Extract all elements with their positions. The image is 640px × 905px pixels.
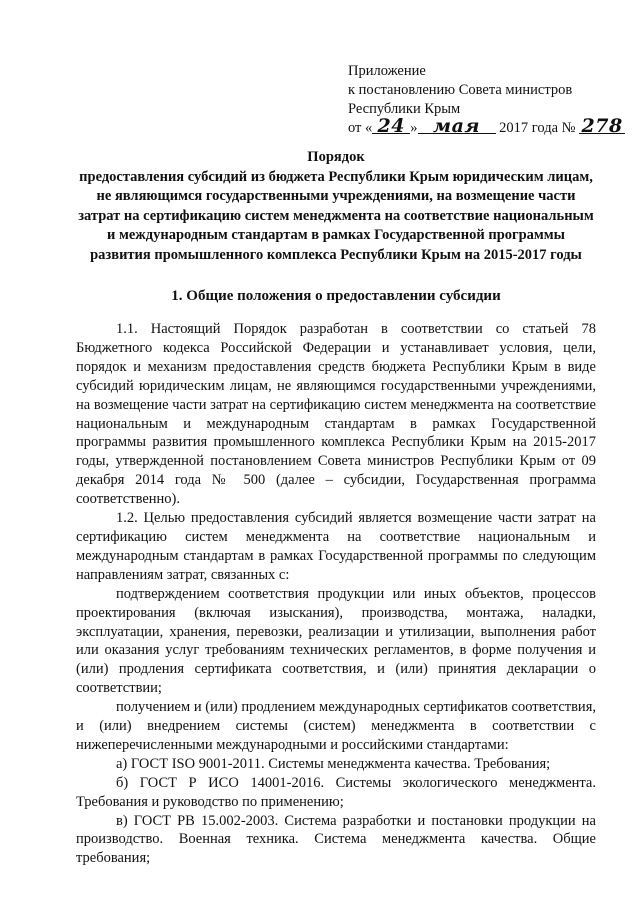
list-item-v: в) ГОСТ РВ 15.002-2003. Система разработки и постановки продукции на производство. Военная техника. Система менеджмента качества. Общие требования; [76, 812, 596, 867]
date-separator: » [410, 120, 418, 136]
handwritten-month: мая [418, 119, 496, 134]
document-body [76, 320, 596, 868]
section-heading: 1. Общие положения о предоставлении субсидии [171, 288, 501, 304]
paragraph-certificates: получением и (или) продлением международных сертификатов соответствия, и (или) внедрением системы (систем) менеджмента в соответствии с нижеперечисленными международными и российскими стандартами: [76, 699, 596, 753]
title-heading: Порядок [307, 149, 365, 165]
list-item-a: а) ГОСТ ISO 9001-2011. Системы менеджмента качества. Требования; [116, 755, 551, 772]
paragraph-1-1: 1.1. Настоящий Порядок разработан в соответствии со статьей 78 Бюджетного кодекса Российской Федерации и устанавливает условия, цели, порядок и механизм предоставления средств бюджета Республики Крым в виде субсидий юридическим лицам, не являющимся государственными учреждениями, на возмещение части затрат на сертификацию систем менеджмента на соответствие национальным и международным стандартам в рамках Государственной программы развития промышленного комплекса Республики Крым на 2015-2017 годы, утвержденной постановлением Совета министров Республики Крым от 09 декабря 2014 года № 500 (далее – субсидии, Государственная программа соответственно). [76, 321, 596, 508]
appendix-resolution-line: к постановлению Совета министров [348, 82, 573, 98]
handwritten-day: 24 [372, 119, 410, 134]
date-prefix: от « [348, 120, 373, 136]
list-item-b: б) ГОСТ Р ИСО 14001-2016. Системы экологического менеджмента. Требования и руководство по применению; [76, 774, 596, 810]
appendix-title: Приложение [348, 63, 426, 79]
paragraph-conformity: подтверждением соответствия продукции или иных объектов, процессов проектирования (включая изыскания), производства, монтажа, наладки, эксплуатации, хранения, перевозки, реализации и утилизации, выполнения работ или оказания услуг требованиям технических регламентов, в форме получения и (или) продления сертификата соответствия, и (или) принятия декларации о соответствии; [76, 585, 596, 697]
appendix-header [348, 62, 625, 138]
appendix-republic-line: Республики Крым [348, 101, 461, 117]
paragraph-1-2: 1.2. Целью предоставления субсидий является возмещение части затрат на сертификацию систем менеджмента на соответствие национальным и международным стандартам в рамках Государственной программы по следующим направлениям затрат, связанных с: [76, 510, 596, 583]
appendix-date-line [348, 115, 625, 138]
title-subtitle: предоставления субсидий из бюджета Республики Крым юридическим лицам, не являющимся государственными учреждениями, на возмещение части затрат на сертификацию систем менеджмента на соответствие национальным и международным стандартам в рамках Государственной программы развития промышленного комплекса Республики Крым на 2015-2017 годы [78, 168, 594, 263]
date-year-text: 2017 года № [495, 120, 580, 136]
document-title [76, 148, 596, 265]
handwritten-doc-number: 278 [579, 119, 625, 134]
